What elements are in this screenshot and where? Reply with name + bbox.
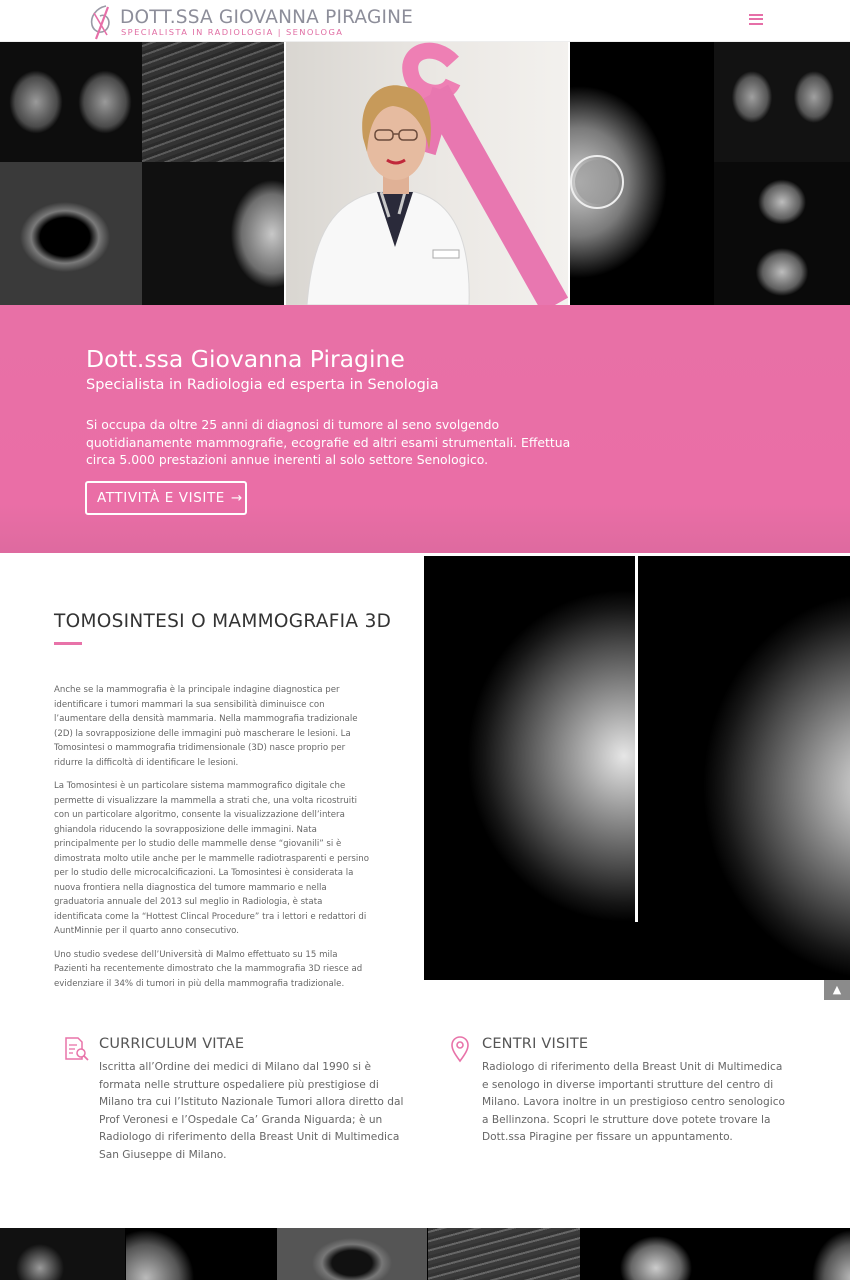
title-accent-divider <box>54 642 82 645</box>
doctor-portrait-illustration <box>285 42 569 305</box>
arrow-right-icon: → <box>230 490 243 506</box>
tomosintesi-paragraph: Uno studio svedese dell’Università di Malmo effettuato su 15 mila Pazienti ha recentemente dimostrato che la mammografia 3D riesce ad evidenziare il 34% di tumori in più della mammografia tradizionale. <box>54 949 363 989</box>
hero-mri-scan-image <box>0 42 142 162</box>
tomosintesi-body <box>54 683 372 1000</box>
tomosintesi-title: TOMOSINTESI O MAMMOGRAFIA 3D <box>54 611 392 632</box>
footer-axial-image <box>581 1228 731 1280</box>
footer-mammogram-image <box>126 1228 276 1280</box>
mammogram-right-view <box>638 556 850 980</box>
hero-mammogram-image <box>142 162 285 305</box>
collage-divider <box>284 42 286 305</box>
mammogram-left-view <box>434 556 638 922</box>
intro-subtitle: Specialista in Radiologia ed esperta in Senologia <box>86 377 439 393</box>
intro-title: Dott.ssa Giovanna Piragine <box>86 345 405 373</box>
footer-scan-image <box>0 1228 125 1280</box>
site-logo[interactable] <box>86 3 414 41</box>
collage-divider <box>568 42 570 305</box>
hamburger-menu-icon[interactable] <box>746 11 766 27</box>
hero-mammogram-2-image <box>569 42 714 305</box>
hero-tissue-scan-image <box>142 42 285 162</box>
footer-tissue-image <box>428 1228 580 1280</box>
logo-name: DOTT.SSA GIOVANNA PIRAGINE <box>120 7 414 28</box>
map-pin-icon <box>446 1035 474 1063</box>
centri-title: CENTRI VISITE <box>482 1036 589 1052</box>
curriculum-title: CURRICULUM VITAE <box>99 1036 245 1052</box>
footer-mammogram-2-image <box>732 1228 850 1280</box>
activities-button-label: ATTIVITÀ E VISITE <box>97 490 225 506</box>
hero-portrait-image <box>285 42 569 305</box>
activities-button[interactable] <box>85 481 247 515</box>
document-search-icon <box>62 1035 90 1063</box>
scroll-top-button[interactable] <box>824 980 850 1000</box>
intro-section <box>0 305 850 553</box>
chevron-up-icon: ▲ <box>832 983 842 996</box>
hero-collage <box>0 42 850 305</box>
curriculum-text: Iscritta all’Ordine dei medici di Milano dal 1990 si è formata nelle strutture ospedaliere più prestigiose di Milano tra cui l’Istituto Nazionale Tumori allora diretto dal Prof Veronesi e l’Ospedale Ca’ Granda Niguarda; è un Radiologo di riferimento della Breast Unit di Multimedica San Giuseppe di Milano. <box>99 1061 404 1161</box>
tomosintesi-paragraph: Anche se la mammografia è la principale indagine diagnostica per identificare i tumori mammari la sua sensibilità diminuisce con l’aumentare della densità mammaria. Nella mammografia tradizionale (2D) la sovrapposizione delle immagini può mascherare le lesioni. La Tomosintesi o mammografia tridimensionale (3D) nasce proprio per ridurre la difficoltà di identificare le lesioni. <box>54 685 358 768</box>
site-header <box>0 0 850 42</box>
footer-image-strip <box>0 1228 850 1280</box>
intro-description: Si occupa da oltre 25 anni di diagnosi di tumore al seno svolgendo quotidianamente mammografie, ecografie ed altri esami strumentali. Effettua circa 5.000 prestazioni annue inerenti al solo settore Senologico. <box>86 417 571 467</box>
hero-axial-scan-image <box>714 162 850 305</box>
logo-subtitle: SPECIALISTA IN RADIOLOGIA | SENOLOGA <box>121 27 344 37</box>
tomosintesi-mammogram-image <box>424 556 850 980</box>
hero-mri-scan-2-image <box>714 42 850 162</box>
footer-ultrasound-image <box>277 1228 427 1280</box>
hero-ultrasound-image <box>0 162 142 305</box>
tomosintesi-paragraph: La Tomosintesi è un particolare sistema mammografico digitale che permette di visualizzare la mammella a strati che, una volta ricostruiti con un particolare algoritmo, consente la visualizzazione dell’intera ghiandola riducendo la sovrapposizione delle immagini. Nata principalmente per lo studio delle mammelle dense “giovanili” si è dimostrata molto utile anche per le mammelle radiotrasparenti e persino per lo studio delle microcalcificazioni. La Tomosintesi è considerata la nuova frontiera nella diagnostica del tumore mammario e nella graduatoria annuale del 2013 sul meglio in Radiologia, è stata identificata come la “Hottest Clincal Procedure” tra i lettori e redattori di AuntMinnie per il quarto anno consecutivo. <box>54 781 369 936</box>
centri-text: Radiologo di riferimento della Breast Unit di Multimedica e senologo in diverse importanti strutture del centro di Milano. Lavora inoltre in un prestigioso centro senologico a Bellinzona. Scopri le strutture dove potete trovare la Dott.ssa Piragine per fissare un appuntamento. <box>482 1061 785 1143</box>
ribbon-logo-icon <box>86 3 116 41</box>
